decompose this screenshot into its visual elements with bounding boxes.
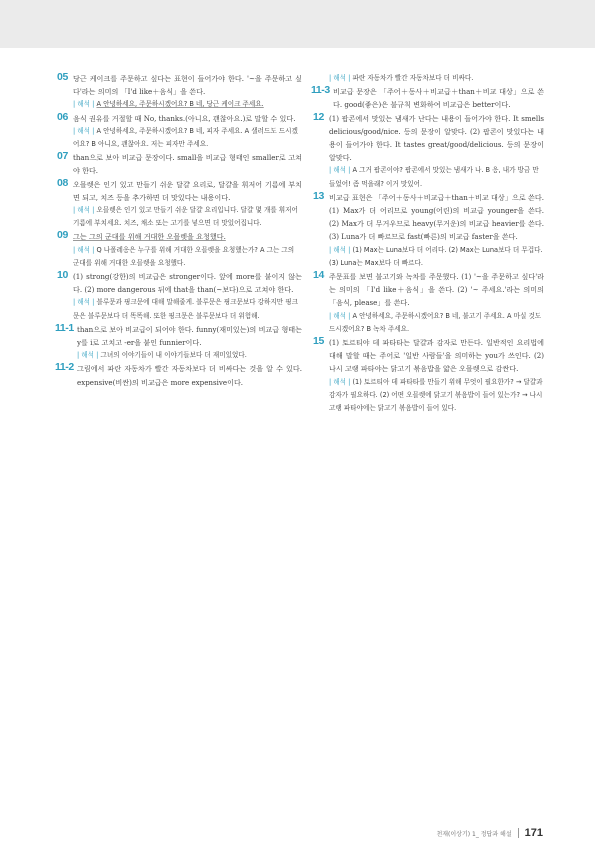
item-number: 12 bbox=[313, 110, 324, 123]
note-tag: | 해석 | bbox=[329, 245, 351, 254]
answer-item-10 bbox=[57, 270, 302, 323]
explanation: 비교급 표현은 「주어＋동사＋비교급＋than＋비교 대상」으로 쓴다. (1) Max가 더 어리므로 young(어린)의 비교급 younger을 쓴다. (2) Max가 더 무거우므로 heavy(무거운)의 비교급 heavier를 쓴다. (3) Luna가 더 빠르므로 fast(빠른)의 비교급 faster을 쓴다. bbox=[329, 192, 544, 242]
answer-item-07 bbox=[57, 151, 302, 177]
explanation: 그림에서 파란 자동차가 빨간 자동차보다 더 비싸다는 것을 알 수 있다. expensive(비싼)의 비교급은 more expensive이다. bbox=[77, 364, 302, 387]
note-tag: | 해석 | bbox=[329, 377, 351, 386]
item-number: 15 bbox=[313, 335, 324, 348]
translation-note bbox=[73, 98, 302, 111]
item-number: 11-1 bbox=[55, 321, 74, 334]
note-text: A 안녕하세요, 주문하시겠어요? B 네, 불고기 주세요. A 마실 것도 드시겠어요? B 녹차 주세요. bbox=[329, 311, 542, 333]
note-text: 그녀의 이야기들이 내 이야기들보다 더 재미있었다. bbox=[100, 351, 247, 360]
answer-item-05 bbox=[57, 72, 302, 112]
explanation: 당근 케이크를 주문하고 싶다는 표현이 들어가야 한다. '~을 주문하고 싶다'라는 의미의 「I'd like＋음식」을 쓴다. bbox=[73, 74, 302, 97]
right-column bbox=[313, 72, 544, 415]
translation-note bbox=[329, 310, 544, 336]
item-number: 10 bbox=[57, 269, 68, 282]
translation-note bbox=[73, 349, 302, 362]
answer-item-09 bbox=[57, 230, 302, 270]
translation-note bbox=[329, 72, 544, 85]
translation-note bbox=[329, 164, 544, 190]
item-number: 05 bbox=[57, 71, 68, 83]
translation-note bbox=[73, 204, 302, 230]
explanation: (1) 팝콘에서 맛있는 냄새가 난다는 내용이 들어가야 한다. It smells delicious/good/nice. 등의 문장이 알맞다. (2) 팝콘이 맛있다는 내용이 들어가야 한다. It tastes great/good/delicious. 등의 문장이 알맞다. bbox=[329, 113, 544, 163]
explanation: than으로 보아 비교급이 되어야 한다. funny(재미있는)의 비교급 형태는 y를 i로 고치고 -er을 붙인 funnier이다. bbox=[77, 324, 302, 348]
explanation: (1) strong(강한)의 비교급은 stronger이다. 앞에 more를 붙이지 않는다. (2) more dangerous 뒤에 that을 than(~보다)으로 고쳐야 한다. bbox=[73, 272, 302, 295]
note-tag: | 해석 | bbox=[73, 126, 95, 135]
note-text: A 그거 팝콘이야? 팝콘에서 맛있는 냄새가 나. B 응, 내가 방금 만들었어! 좀 먹을래? 이거 맛있어. bbox=[329, 166, 539, 188]
translation-note bbox=[73, 125, 302, 151]
item-number: 13 bbox=[313, 189, 324, 202]
note-tag: | 해석 | bbox=[329, 311, 351, 320]
answer-item-11-2-note bbox=[313, 72, 544, 85]
translation-note bbox=[329, 244, 544, 270]
answer-item-06 bbox=[57, 112, 302, 152]
item-number: 06 bbox=[57, 110, 68, 123]
explanation: than으로 보아 비교급 문장이다. small을 비교급 형태인 smaller로 고쳐야 한다. bbox=[73, 153, 302, 176]
answer-item-15 bbox=[313, 336, 544, 415]
explanation: 그는 그의 군대를 위해 거대한 오믈렛을 요청했다. bbox=[73, 232, 226, 242]
note-text: 오믈렛은 인기 있고 만들기 쉬운 달걀 요리입니다. 달걀 몇 개를 휘저어 기름에 부치세요. 치즈, 채소 또는 고기를 넣으면 더 맛있어집니다. bbox=[73, 206, 298, 228]
explanation: 주문표를 보면 불고기와 녹차를 주문했다. (1) '~을 주문하고 싶다'라는 의미의 「I'd like＋음식」을 쓴다. (2) '~ 주세요.'라는 의미의 「음식, please」를 쓴다. bbox=[329, 272, 544, 308]
note-tag: | 해석 | bbox=[329, 166, 351, 175]
answer-item-11-3 bbox=[313, 85, 544, 111]
explanation: 음식 권유를 거절할 때 No, thanks.(아니요, 괜찮아요.)로 말할 수 있다. bbox=[73, 113, 296, 123]
item-number: 07 bbox=[57, 150, 68, 163]
translation-note bbox=[329, 376, 544, 416]
item-number: 09 bbox=[57, 229, 68, 242]
note-tag: | 해석 | bbox=[329, 74, 351, 82]
answer-item-08 bbox=[57, 178, 302, 231]
left-column bbox=[57, 72, 302, 389]
item-number: 11-2 bbox=[55, 361, 74, 374]
note-text: (1) 토르티아 데 파타타를 만들기 위해 무엇이 필요한가? → 달걀과 감자가 필요하다. (2) 어떤 오믈렛에 닭고기 볶음밥이 들어 있는가? → 나시 고랭 파타야에는 닭고기 볶음밥이 들어 있다. bbox=[329, 377, 543, 413]
answer-item-11-1 bbox=[57, 323, 302, 363]
footer-divider bbox=[518, 828, 519, 838]
answer-item-12 bbox=[313, 112, 544, 191]
explanation: 오믈렛은 인기 있고 만들기 쉬운 달걀 요리로, 달걀을 휘저어 기름에 부치면 되고, 치즈 등을 추가하면 더 맛있다는 내용이다. bbox=[73, 179, 302, 202]
note-tag: | 해석 | bbox=[73, 298, 95, 307]
item-number: 11-3 bbox=[311, 84, 330, 97]
note-tag: | 해석 | bbox=[77, 351, 99, 360]
note-text: Q 나폴레옹은 누구를 위해 거대한 오믈렛을 요청했는가? A 그는 그의 군대를 위해 거대한 오믈렛을 요청했다. bbox=[73, 245, 295, 267]
note-text: 블루문과 핑크문에 대해 말해줄게. 블루문은 핑크문보다 강하지만 핑크문은 블루문보다 더 똑똑해. 또한 핑크문은 블루문보다 더 위험해. bbox=[73, 298, 298, 320]
note-tag: | 해석 | bbox=[73, 206, 95, 215]
header-band bbox=[0, 0, 595, 48]
item-number: 14 bbox=[313, 269, 324, 282]
explanation: (1) 토르티야 데 파타타는 달걀과 감자로 만든다. 일반적인 요리법에 대해 말할 때는 주어로 '일반 사람들'을 의미하는 you가 쓰인다. (2) 나시 고랭 파타야는 닭고기 볶음밥을 얇은 오믈렛으로 감싼다. bbox=[329, 338, 544, 374]
note-tag: | 해석 | bbox=[73, 245, 95, 254]
note-text: A 안녕하세요, 주문하시겠어요? B 네, 당근 케이크 주세요. bbox=[96, 100, 264, 109]
answer-item-14 bbox=[313, 270, 544, 336]
page-number: 171 bbox=[524, 827, 543, 839]
note-tag: | 해석 | bbox=[73, 100, 95, 109]
note-text: A 안녕하세요, 주문하시겠어요? B 네, 피자 주세요. A 샐러드도 드시겠어요? B 아니요, 괜찮아요. 저는 피자만 주세요. bbox=[73, 126, 298, 149]
page-footer bbox=[436, 826, 543, 840]
answer-item-11-2 bbox=[57, 362, 302, 388]
footer-title: 천재(이상기) 1_ 정답과 해설 bbox=[436, 830, 512, 838]
translation-note bbox=[73, 296, 302, 322]
item-number: 08 bbox=[57, 176, 68, 189]
translation-note bbox=[73, 244, 302, 270]
explanation: 비교급 문장은 「주어＋동사＋비교급＋than＋비교 대상」으로 쓴다. good(좋은)은 불규칙 변화하여 비교급은 better이다. bbox=[333, 87, 544, 110]
note-text: 파란 자동차가 빨간 자동차보다 더 비싸다. bbox=[352, 74, 474, 82]
answer-item-13 bbox=[313, 191, 544, 270]
note-text: (1) Max는 Luna보다 더 어리다. (2) Max는 Luna보다 더 무겁다. (3) Luna는 Max보다 더 빠르다. bbox=[329, 245, 543, 267]
